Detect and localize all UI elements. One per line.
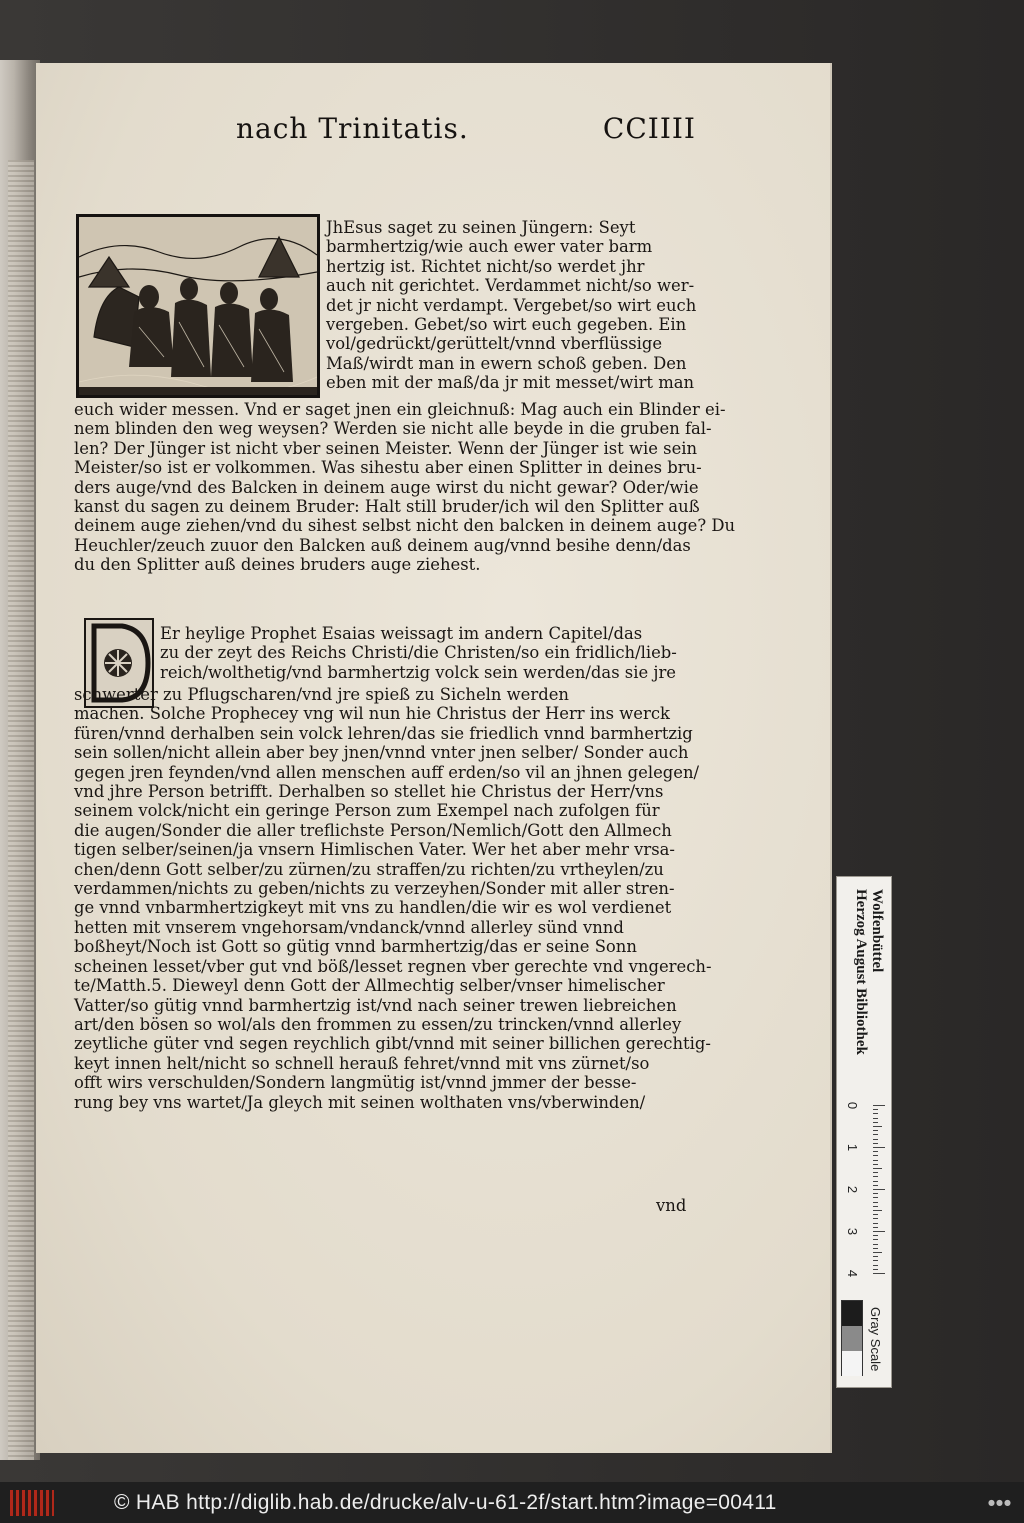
library-location: Wolfenbüttel [869, 889, 885, 973]
ruler-tick [873, 1256, 878, 1257]
text-line: füren/vnnd derhalben sein volck lehren/das sie friedlich vnnd barmhertzig [74, 723, 693, 743]
text-line: deinem auge ziehen/vnd du sihest selbst nicht den balcken in deinem auge? Du [74, 516, 736, 536]
ruler-tick [873, 1206, 878, 1207]
text-line: Vatter/so gütig vnnd barmhertzig ist/vnd nach seiner trewen liebreichen [74, 995, 677, 1015]
ruler-tick [873, 1109, 878, 1110]
text-line: art/den bösen so wol/als den frommen zu essen/zu trincken/vnnd allerley [74, 1014, 682, 1034]
text-line: scheinen lesset/vber gut vnd böß/lesset regnen vber gerechte vnd vngerech- [74, 956, 712, 976]
ruler-tick [873, 1210, 882, 1211]
text-line: vnd jhre Person betrifft. Derhalben so stellet hie Christus der Herr/vns [74, 782, 664, 802]
text-line: die augen/Sonder die aller treflichste Person/Nemlich/Gott den Allmech [74, 820, 672, 840]
ruler-tick [873, 1176, 878, 1177]
text-line: kanst du sagen zu deinem Bruder: Halt still bruder/ich wil den Splitter auß [74, 497, 700, 517]
text-line: det jr nicht verdampt. Vergebet/so wirt euch [326, 295, 697, 315]
ruler-number: 3 [845, 1227, 861, 1236]
ruler-tick [873, 1265, 878, 1266]
text-line: Heuchler/zeuch zuuor den Balcken auß deinem aug/vnnd besihe denn/das [74, 535, 691, 555]
gray-swatch [842, 1351, 862, 1376]
text-line: reich/wolthetig/vnd barmhertzig volck sein werden/das sie jre [160, 662, 676, 682]
text-line: hetten mit vnserem vngehorsam/vndanck/vnnd allerley sünd vnnd [74, 917, 624, 937]
text-line: rung bey vns wartet/Ja gleych mit seinen wolthaten vns/vberwinden/ [74, 1092, 646, 1112]
text-line: offt wirs verschulden/Sondern langmütig ist/vnnd jmmer der besse- [74, 1073, 637, 1093]
text-line: vol/gedrückt/gerüttelt/vnnd vberflüssige [326, 334, 663, 354]
ruler-tick [873, 1139, 878, 1140]
ruler-tick [873, 1273, 885, 1274]
adjacent-book-edge [0, 60, 40, 1460]
ruler-tick [873, 1172, 878, 1173]
ruler-tick [873, 1151, 878, 1152]
ruler-tick [873, 1235, 878, 1236]
text-line: verdammen/nichts zu geben/nichts zu verzeyhen/Sonder mit aller stren- [74, 879, 675, 899]
ruler-tick [873, 1105, 885, 1106]
ruler-tick [873, 1130, 878, 1131]
text-line: du den Splitter auß deines bruders auge ziehest. [74, 555, 481, 575]
sermon-text-beside-initial [160, 624, 677, 682]
running-head [236, 112, 696, 145]
ruler-tick [873, 1239, 878, 1240]
sermon-text-full-width [74, 685, 711, 1112]
ruler-tick [873, 1126, 882, 1127]
text-line: zu der zeyt des Reichs Christi/die Christen/so ein fridlich/lieb- [160, 643, 677, 663]
ruler-tick [873, 1185, 878, 1186]
gray-swatch [842, 1301, 862, 1326]
gray-swatches [841, 1300, 863, 1376]
ruler-tick [873, 1218, 878, 1219]
ruler-tick [873, 1252, 882, 1253]
text-line: machen. Solche Prophecey vng wil nun hie Christus der Herr ins werck [74, 704, 670, 724]
copyright-url[interactable]: © HAB http://diglib.hab.de/drucke/alv-u-61-2f/start.htm?image=00411 [114, 1490, 777, 1514]
text-line: vergeben. Gebet/so wirt euch gegeben. Ein [326, 315, 687, 335]
text-line: len? Der Jünger ist nicht vber seinen Meister. Wenn der Jünger ist wie sein [74, 438, 698, 458]
text-line: schwerter zu Pflugscharen/vnd jre spieß zu Sicheln werden [74, 685, 569, 704]
text-line: sein sollen/nicht allein aber bey jnen/vnnd vnter jnen selber/ Sonder auch [74, 743, 689, 763]
ruler-tick [873, 1248, 878, 1249]
ruler-tick [873, 1189, 885, 1190]
gray-swatch [842, 1326, 862, 1351]
text-line: keyt innen helt/nicht so schnell herauß fehret/vnnd mit vns zürnet/so [74, 1053, 650, 1073]
library-name: Herzog August Bibliothek [853, 889, 869, 1055]
ruler-number: 2 [845, 1185, 861, 1194]
ruler-tick [873, 1160, 878, 1161]
ruler-tick [873, 1227, 878, 1228]
text-line: auch nit gerichtet. Verdammet nicht/so wer- [326, 276, 695, 296]
ruler-tick [873, 1147, 885, 1148]
ruler-tick [873, 1143, 878, 1144]
running-head-title: nach Trinitatis. [236, 112, 469, 145]
text-line: boßheyt/Noch ist Gott so gütig vnnd barmhertzig/das er seine Sonn [74, 937, 637, 957]
ruler-tick [873, 1134, 878, 1135]
ruler-number: 4 [845, 1269, 861, 1278]
text-line: Maß/wirdt man in ewern schoß geben. Den [326, 353, 687, 373]
ruler-tick [873, 1168, 882, 1169]
ruler-tick [873, 1155, 878, 1156]
ruler-tick [873, 1181, 878, 1182]
text-line: JhEsus saget zu seinen Jüngern: Seyt [326, 218, 636, 237]
text-line: gegen jren feynden/vnd allen menschen auff erden/so vil an jhnen gelegen/ [74, 762, 700, 782]
text-line: euch wider messen. Vnd er saget jnen ein gleichnuß: Mag auch ein Blinder ei- [74, 400, 726, 419]
ruler-tick [873, 1214, 878, 1215]
color-scale-target [836, 876, 892, 1388]
text-line: seinem volck/nicht ein geringe Person zum Exempel nach zufolgen für [74, 801, 660, 821]
gospel-text-beside-woodcut [326, 218, 696, 393]
text-line: chen/denn Gott selber/zu zürnen/zu straffen/zu richten/zu vrtheylen/zu [74, 859, 664, 879]
ruler-tick [873, 1223, 878, 1224]
centimeter-ruler [841, 1101, 887, 1285]
text-line: ders auge/vnd des Balcken in deinem auge wirst du nicht gewar? Oder/wie [74, 477, 699, 497]
text-line: Er heylige Prophet Esaias weissagt im andern Capitel/das [160, 624, 643, 643]
ruler-tick [873, 1164, 878, 1165]
gospel-text-full-width [74, 400, 735, 575]
text-line: hertzig ist. Richtet nicht/so werdet jhr [326, 256, 645, 276]
hab-logo-icon [10, 1490, 54, 1516]
ruler-number: 0 [845, 1101, 861, 1110]
ruler-tick [873, 1269, 878, 1270]
ruler-tick [873, 1122, 878, 1123]
catchword: vnd [656, 1196, 687, 1215]
menu-dots-icon[interactable]: ●●● [988, 1498, 1012, 1507]
text-line: eben mit der maß/da jr mit messet/wirt man [326, 373, 695, 393]
text-line: ge vnnd vnbarmhertzigkeyt mit vns zu handlen/die wir es wol verdienet [74, 898, 672, 918]
ruler-tick [873, 1193, 878, 1194]
text-line: zeytliche güter vnd segen reychlich gibt/vnnd mit seiner billichen gerechtig- [74, 1034, 711, 1054]
ruler-tick [873, 1231, 885, 1232]
ruler-tick [873, 1202, 878, 1203]
ruler-tick [873, 1197, 878, 1198]
text-line: barmhertzig/wie auch ewer vater barm [326, 237, 653, 257]
text-line: tigen selber/seinen/ja vnsern Himlischen Vater. Wer het aber mehr vrsa- [74, 840, 675, 860]
text-line: te/Matth.5. Dieweyl denn Gott der Allmechtig selber/vnser himelischer [74, 976, 665, 996]
ruler-tick [873, 1244, 878, 1245]
woodcut-illustration [76, 214, 320, 398]
ruler-tick [873, 1113, 878, 1114]
ruler-tick [873, 1118, 878, 1119]
ruler-tick [873, 1260, 878, 1261]
ruler-number: 1 [845, 1143, 861, 1152]
gray-scale-label: Gray Scale [868, 1307, 883, 1372]
footer-bar [0, 1482, 1024, 1523]
folio-number: CCIIII [602, 112, 696, 145]
text-line: nem blinden den weg weysen? Werden sie nicht alle beyde in die gruben fal- [74, 419, 712, 439]
text-line: Meister/so ist er volkommen. Was sihestu aber einen Splitter in deines bru- [74, 458, 702, 478]
